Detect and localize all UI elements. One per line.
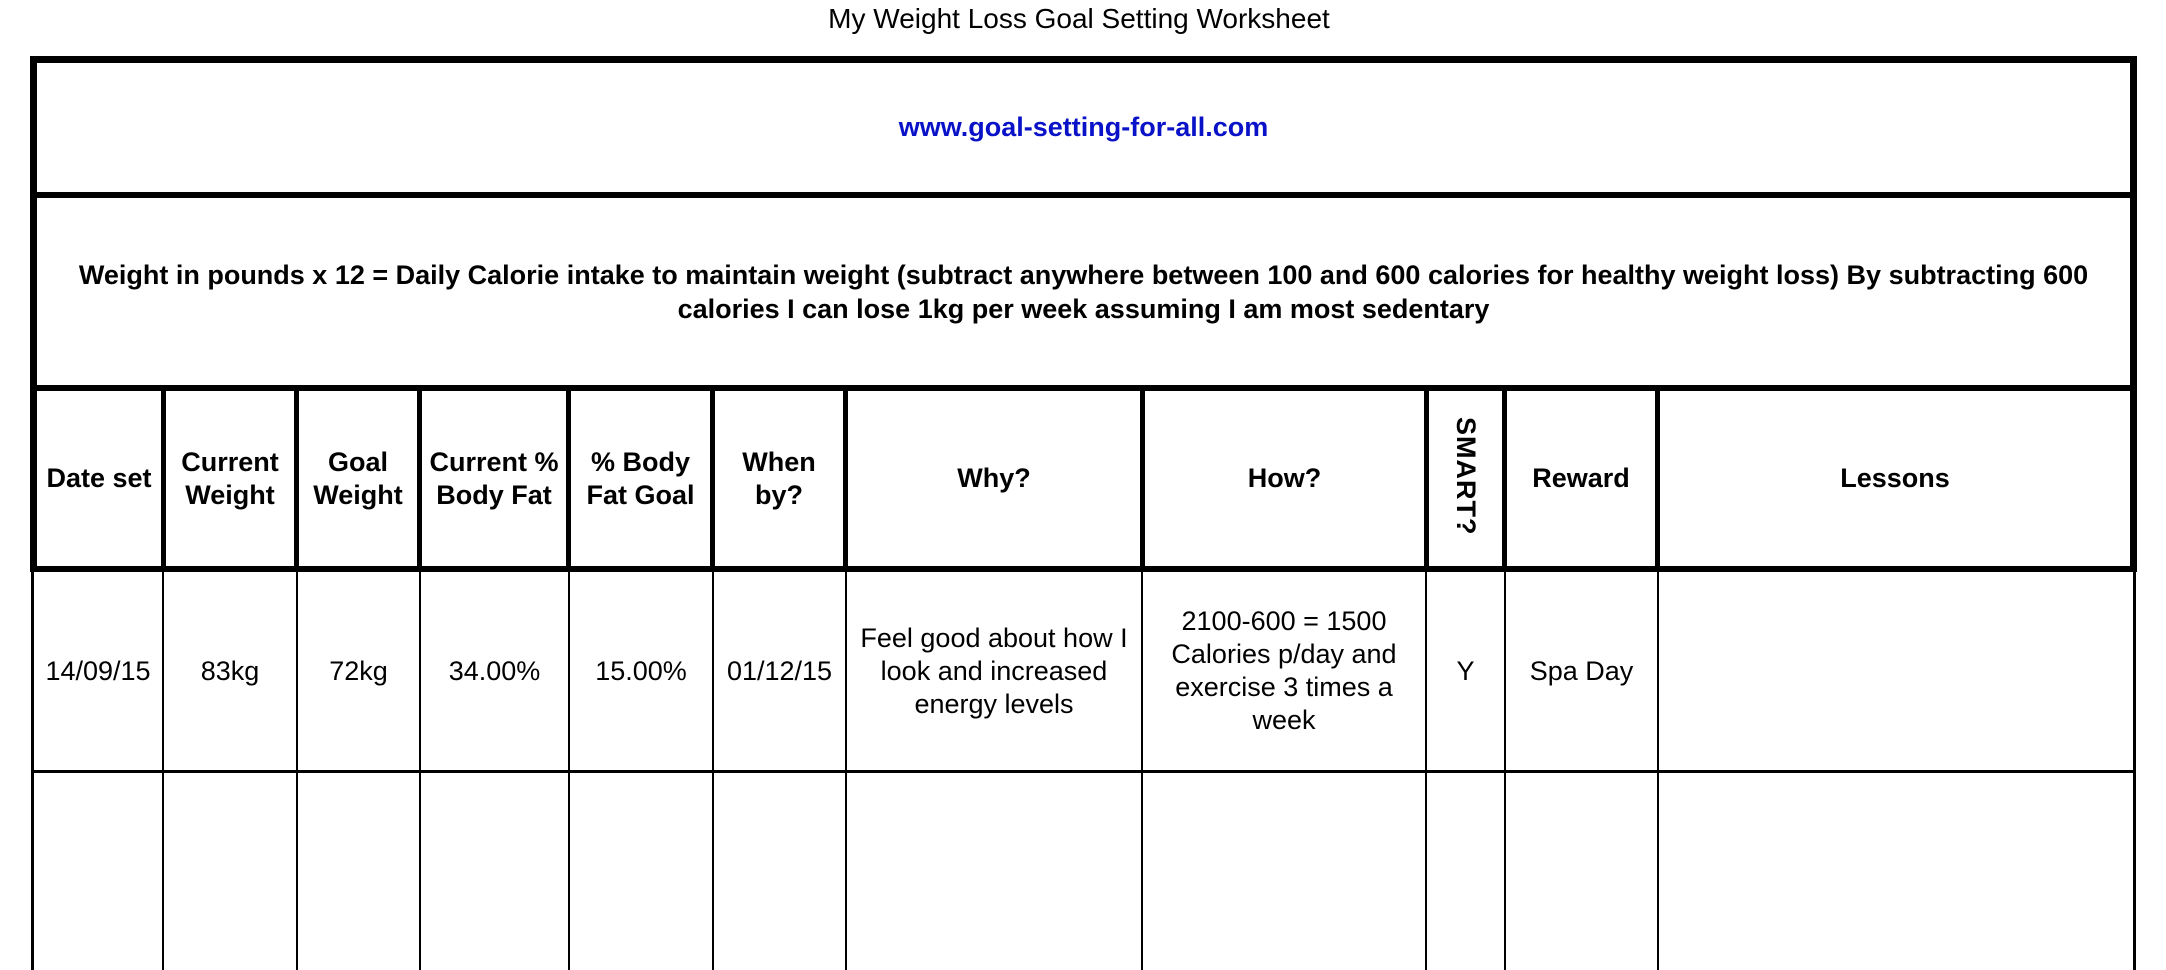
- cell-body-fat-goal[interactable]: 15.00%: [595, 655, 687, 686]
- website-row: [37, 63, 2130, 192]
- page-title: My Weight Loss Goal Setting Worksheet: [828, 3, 1330, 34]
- cell-lessons[interactable]: [1659, 773, 2133, 970]
- cell-current-weight[interactable]: [164, 773, 296, 970]
- calorie-instructions: Weight in pounds x 12 = Daily Calorie intake to maintain weight (subtract anywhere between 100 and 600 calories for healthy weight loss) By subtracting 600 calories I can lose 1kg per week assuming I am most sedentary: [78, 259, 2089, 324]
- cell-current-weight[interactable]: 83kg: [200, 655, 260, 686]
- cell-body-fat-goal[interactable]: [570, 773, 712, 970]
- header-lessons: Lessons: [1840, 463, 1950, 493]
- cell-how[interactable]: 2100-600 = 1500 Calories p/day and exercise 3 times a week: [1171, 606, 1397, 735]
- cell-goal-weight[interactable]: [298, 773, 419, 970]
- header-current-body-fat: Current % Body Fat: [429, 446, 559, 510]
- cell-reward[interactable]: Spa Day: [1529, 655, 1634, 686]
- header-smart: SMART?: [1451, 417, 1481, 536]
- cell-current-body-fat[interactable]: [421, 773, 568, 970]
- cell-why[interactable]: [847, 773, 1141, 970]
- header-how: How?: [1247, 463, 1322, 493]
- cell-smart[interactable]: Y: [1456, 655, 1475, 686]
- cell-reward[interactable]: [1506, 773, 1657, 970]
- header-body-fat-goal: % Body Fat Goal: [586, 446, 695, 510]
- cell-date-set[interactable]: 14/09/15: [45, 655, 151, 686]
- website-link[interactable]: www.goal-setting-for-all.com: [898, 112, 1269, 142]
- header-reward: Reward: [1532, 463, 1630, 493]
- cell-current-body-fat[interactable]: 34.00%: [448, 655, 541, 686]
- header-when-by: When by?: [742, 446, 816, 510]
- header-date-set: Date set: [46, 463, 152, 493]
- cell-when-by[interactable]: [714, 773, 845, 970]
- cell-lessons[interactable]: [1659, 572, 2133, 770]
- cell-when-by[interactable]: 01/12/15: [726, 655, 833, 686]
- header-why: Why?: [957, 463, 1031, 493]
- cell-how[interactable]: [1143, 773, 1425, 970]
- header-goal-weight: Goal Weight: [313, 446, 403, 510]
- cell-goal-weight[interactable]: 72kg: [329, 655, 388, 686]
- header-current-weight: Current Weight: [181, 446, 279, 510]
- cell-date-set[interactable]: [34, 773, 162, 970]
- cell-why[interactable]: Feel good about how I look and increased energy levels: [860, 622, 1128, 719]
- cell-smart[interactable]: [1427, 773, 1504, 970]
